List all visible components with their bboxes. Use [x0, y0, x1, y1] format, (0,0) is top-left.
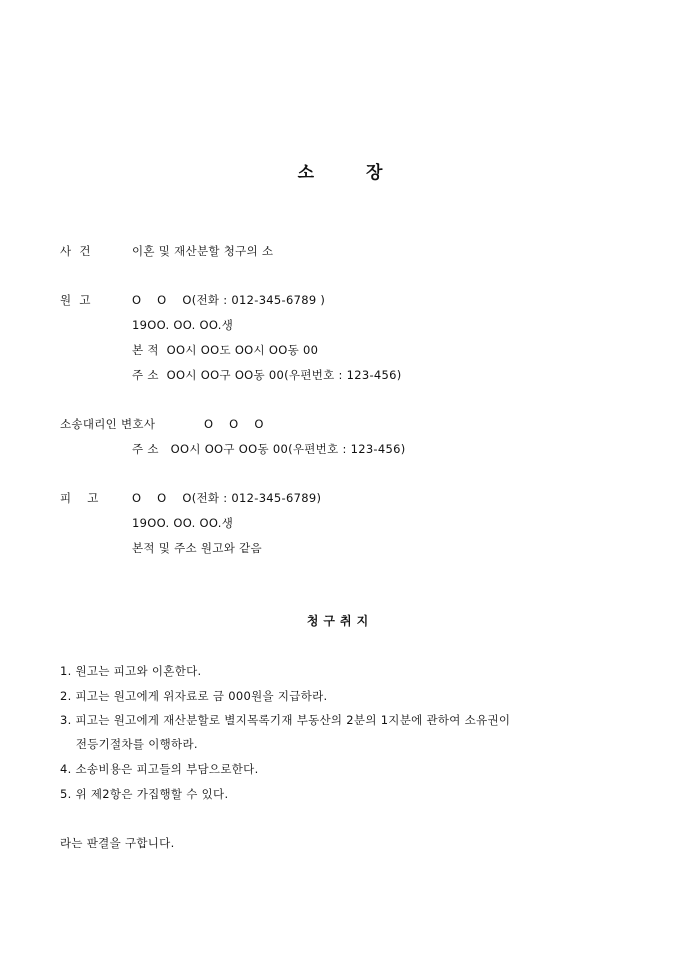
plaintiff-label: 원 고 [60, 293, 91, 307]
closing-statement: 라는 판결을 구합니다. [60, 836, 175, 850]
document-title: 소 장 [297, 163, 383, 183]
claim-item-3-continued: 전등기절차를 이행하라. [60, 737, 198, 751]
defendant-domicile-address: 본적 및 주소 원고와 같음 [132, 541, 262, 555]
plaintiff-address: 주 소 OO시 OO구 OO동 00(우편번호 : 123-456) [132, 368, 402, 382]
plaintiff-birth: 19OO. OO. OO.생 [132, 318, 234, 332]
plaintiff-name-phone: O O O(전화 : 012-345-6789 ) [132, 293, 326, 307]
claim-item-3: 3. 피고는 원고에게 재산분할로 별지목록기재 부동산의 2분의 1지분에 관하여 소유권이 [60, 713, 511, 727]
claim-item-5: 5. 위 제2항은 가집행할 수 있다. [60, 787, 229, 801]
attorney-address: 주 소 OO시 OO구 OO동 00(우편번호 : 123-456) [132, 442, 406, 456]
claim-item-4: 4. 소송비용은 피고들의 부담으로한다. [60, 762, 259, 776]
claims-heading: 청구취지 [306, 614, 374, 628]
attorney-label: 소송대리인 변호사 [60, 417, 156, 431]
case-label: 사 건 [60, 244, 91, 258]
defendant-birth: 19OO. OO. OO.생 [132, 516, 234, 530]
defendant-label: 피 고 [60, 491, 99, 505]
defendant-name-phone: O O O(전화 : 012-345-6789) [132, 491, 322, 505]
plaintiff-domicile: 본 적 OO시 OO도 OO시 OO동 00 [132, 343, 319, 357]
case-value: 이혼 및 재산분할 청구의 소 [132, 244, 274, 258]
claim-item-1: 1. 원고는 피고와 이혼한다. [60, 664, 202, 678]
claim-item-2: 2. 피고는 원고에게 위자료로 금 000원을 지급하라. [60, 689, 328, 703]
attorney-name: O O O [204, 417, 264, 431]
